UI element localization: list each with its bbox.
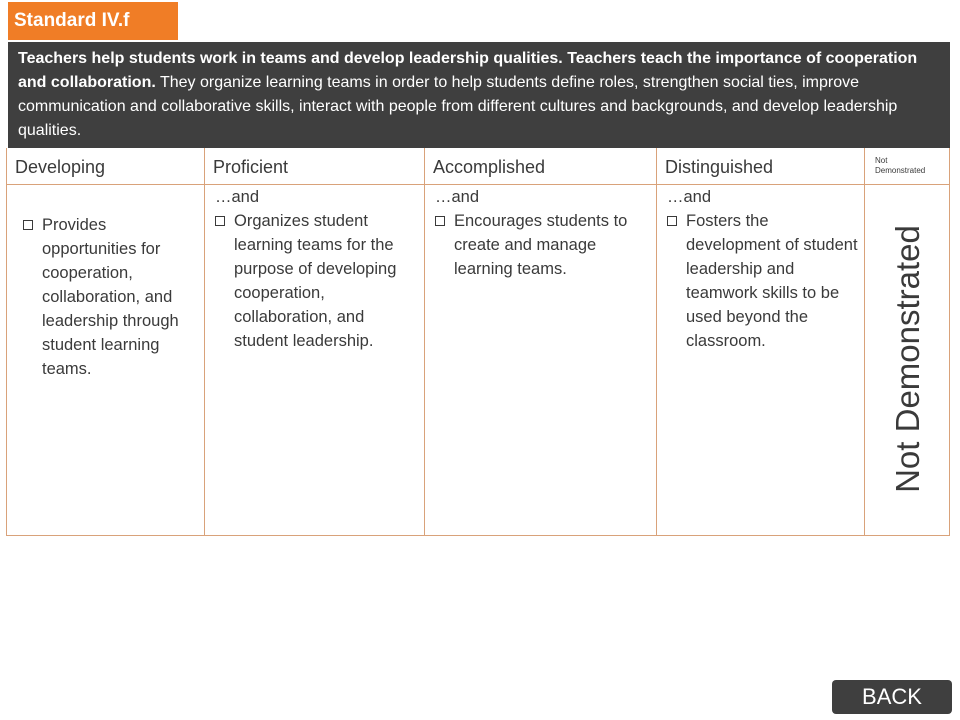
list-item [215, 209, 421, 353]
cell-proficient [215, 185, 421, 353]
item-text: Organizes student learning teams for the purpose of developing cooperation, collaboration, and student leadership. [234, 212, 397, 350]
checkbox-icon [435, 216, 445, 226]
checkbox-icon [667, 216, 677, 226]
back-button[interactable]: BACK [832, 680, 952, 714]
header-distinguished: Distinguished [665, 157, 774, 177]
cell-not-demonstrated[interactable] [865, 185, 951, 533]
item-text: Fosters the development of student leadership and teamwork skills to be used beyond the classroom. [686, 212, 858, 350]
list-item [23, 213, 199, 381]
checkbox-icon [23, 220, 33, 230]
cell-distinguished [667, 185, 861, 353]
list-item [667, 209, 861, 353]
cell-developing [23, 185, 199, 381]
rubric-grid [6, 148, 950, 536]
description-bold: Teachers help students work in teams and develop leadership qualities. Teachers teach the importance of cooperation and collaboration. [18, 50, 918, 91]
cell-accomplished [435, 185, 635, 281]
description-text: They organize learning teams in order to help students define roles, strengthen social ties, improve communication and collaborative skills, interact with people from different cultures and backgrounds, and develop leadership qualities. [18, 74, 898, 139]
item-text: Provides opportunities for cooperation, collaboration, and leadership through student learning teams. [42, 216, 179, 378]
standard-title: Standard IV.f [8, 2, 178, 40]
and-prefix: …and [435, 188, 480, 206]
checkbox-icon [215, 216, 225, 226]
not-demonstrated-label: Not Demonstrated [889, 225, 926, 493]
and-prefix: …and [667, 188, 712, 206]
header-developing: Developing [15, 157, 106, 177]
and-prefix: …and [215, 188, 260, 206]
header-accomplished: Accomplished [433, 157, 546, 177]
list-item [435, 209, 635, 281]
standard-description [8, 42, 950, 148]
header-proficient: Proficient [213, 157, 289, 177]
item-text: Encourages students to create and manage learning teams. [454, 212, 628, 278]
header-not-demonstrated: Not Demonstrated [875, 156, 926, 175]
